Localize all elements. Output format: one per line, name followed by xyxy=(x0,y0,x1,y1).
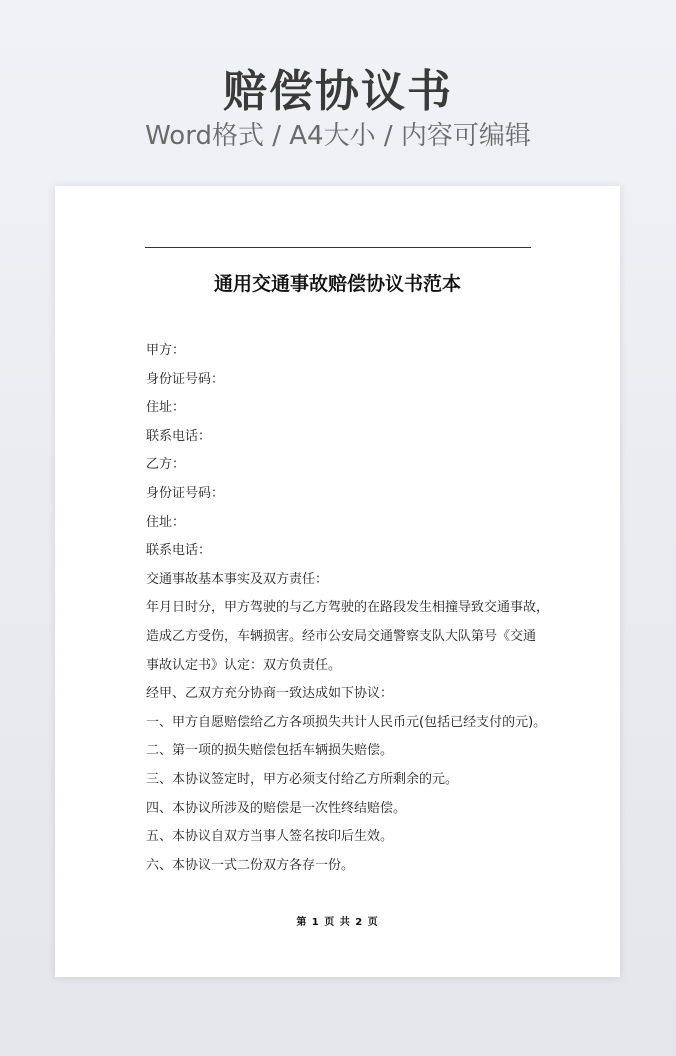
page-number-footer: 第 1 页 共 2 页 xyxy=(296,917,379,928)
party-a-address-label: 住址： xyxy=(146,400,186,416)
party-b-id-label: 身份证号码： xyxy=(146,485,225,501)
party-b-phone-label: 联系电话： xyxy=(146,543,212,559)
agreement-intro: 经甲、乙双方充分协商一致达成如下协议： xyxy=(146,686,394,702)
party-b-address-label: 住址： xyxy=(146,514,186,530)
document-body xyxy=(146,337,550,880)
document-title: 通用交通事故赔偿协议书范本 xyxy=(213,273,461,295)
facts-heading: 交通事故基本事实及双方责任： xyxy=(146,571,329,587)
facts-paragraph-line: 造成乙方受伤，车辆损害。经市公安局交通警察支队大队第号《交通 xyxy=(146,628,537,644)
party-b-label: 乙方： xyxy=(146,457,186,473)
facts-paragraph-line: 事故认定书》认定：双方负责任。 xyxy=(146,657,342,673)
clause-5: 五、本协议自双方当事人签名按印后生效。 xyxy=(146,829,394,845)
clause-2: 二、第一项的损失赔偿包括车辆损失赔偿。 xyxy=(146,743,394,759)
party-a-phone-label: 联系电话： xyxy=(146,428,212,444)
banner-title: 赔偿协议书 xyxy=(223,66,453,117)
banner-subtitle: Word格式 / A4大小 / 内容可编辑 xyxy=(145,121,531,151)
clause-1: 一、甲方自愿赔偿给乙方各项损失共计人民币元(包括已经支付的元)。 xyxy=(146,714,547,730)
header-rule xyxy=(145,247,531,248)
party-a-label: 甲方： xyxy=(146,343,186,358)
party-a-id-label: 身份证号码： xyxy=(146,371,225,387)
clause-3: 三、本协议签定时，甲方必须支付给乙方所剩余的元。 xyxy=(146,771,459,787)
clause-6: 六、本协议一式二份双方各存一份。 xyxy=(146,857,355,873)
clause-4: 四、本协议所涉及的赔偿是一次性终结赔偿。 xyxy=(146,800,407,816)
document-page xyxy=(55,186,620,977)
facts-paragraph-line: 年月日时分，甲方驾驶的与乙方驾驶的在路段发生相撞导致交通事故， xyxy=(146,600,550,616)
